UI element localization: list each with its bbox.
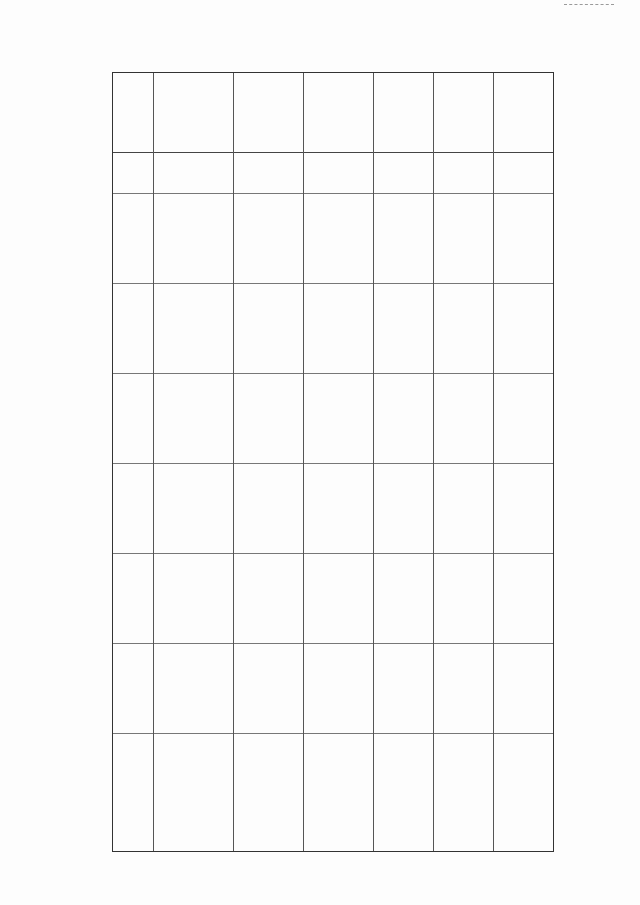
header-cell (383, 83, 423, 143)
column-divider (233, 73, 234, 851)
data-table (112, 72, 554, 852)
header-cell (123, 83, 143, 143)
header-cell (443, 83, 483, 143)
scan-mark (564, 4, 614, 7)
column-divider (153, 73, 154, 851)
row-divider (113, 463, 553, 464)
row-divider (113, 373, 553, 374)
header-cell (313, 83, 363, 143)
row-divider (113, 193, 553, 194)
column-divider (373, 73, 374, 851)
row-divider (113, 733, 553, 734)
row-divider (113, 283, 553, 284)
column-divider (493, 73, 494, 851)
header-cell (163, 83, 223, 143)
header-cell (243, 83, 293, 143)
column-divider (303, 73, 304, 851)
row-divider (113, 643, 553, 644)
row-divider (113, 553, 553, 554)
column-divider (433, 73, 434, 851)
